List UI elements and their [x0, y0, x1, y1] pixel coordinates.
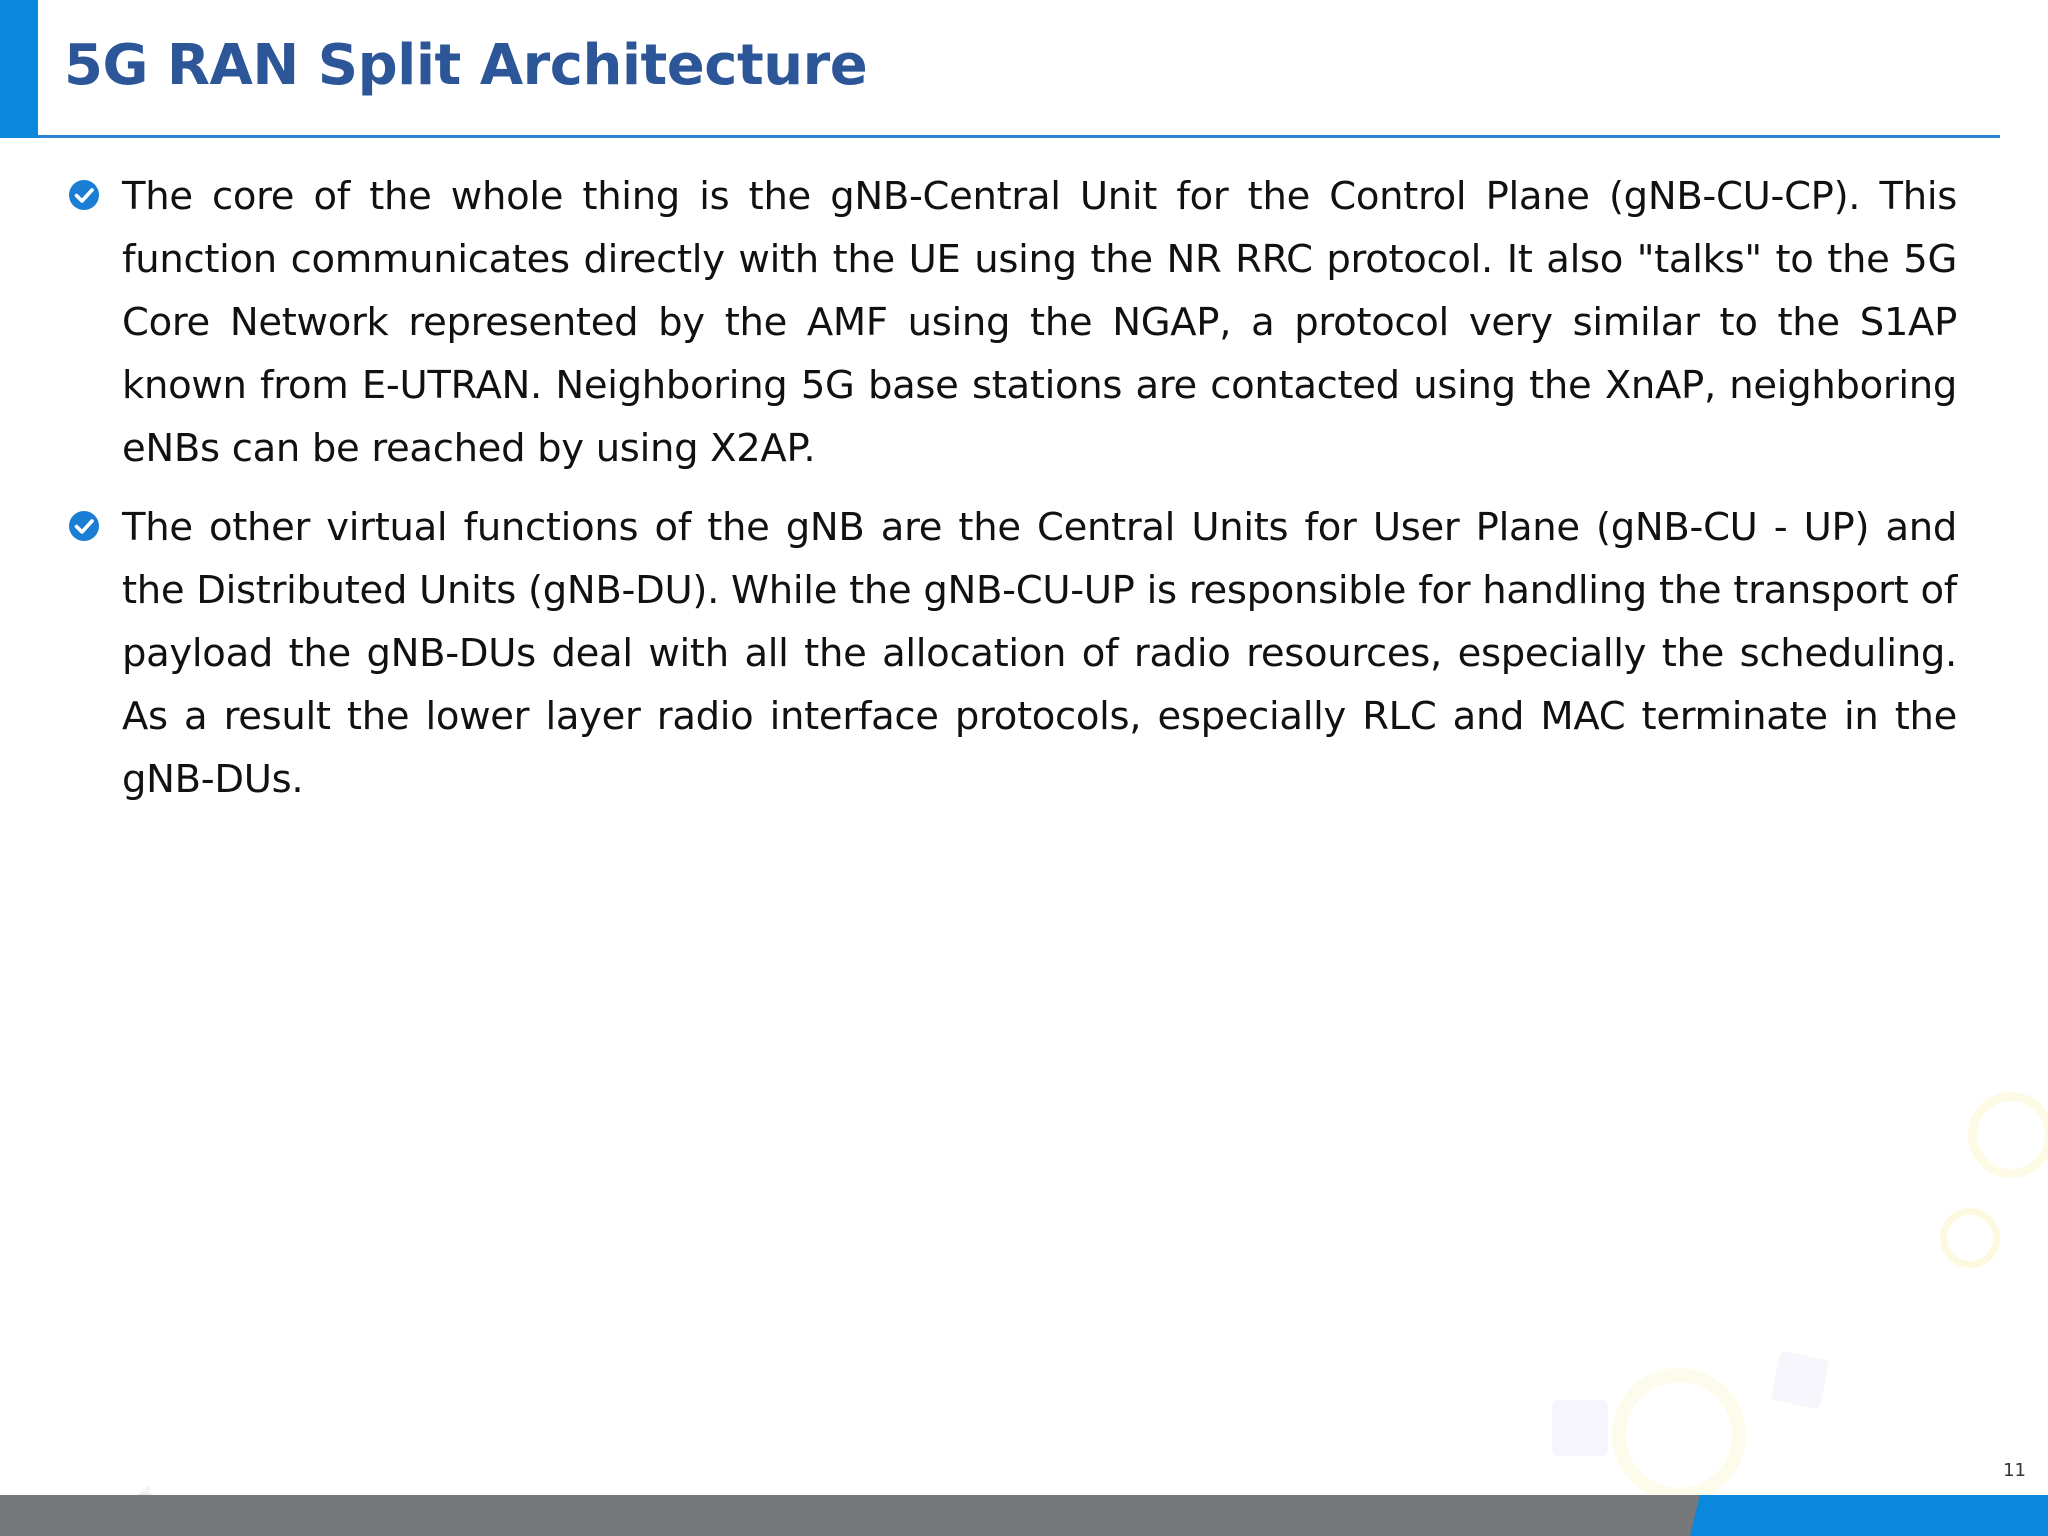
slide-content	[0, 165, 2048, 827]
decorative-square	[1770, 1350, 1829, 1409]
footer-accent-bar	[1690, 1495, 2048, 1536]
decorative-ring	[1968, 1092, 2048, 1178]
decorative-ring	[1940, 1208, 2000, 1268]
decorative-square	[1552, 1400, 1608, 1456]
bullet-text: The core of the whole thing is the gNB-Central Unit for the Control Plane (gNB-CU-CP). This function communicates directly with the UE using the NR RRC protocol. It also "talks" to the 5G Core Network represented by the AMF using the NGAP, a protocol very similar to the S1AP known from E-UTRAN. Neighboring 5G base stations are contacted using the XnAP, neighboring eNBs can be reached by using X2AP.	[122, 174, 1957, 471]
check-circle-icon	[68, 510, 100, 542]
decorative-ring	[1612, 1368, 1746, 1502]
bullet-text: The other virtual functions of the gNB are the Central Units for User Plane (gNB-CU - UP) and the Distributed Units (gNB-DU). While the gNB-CU-UP is responsible for handling the transport of payload the gNB-DUs deal with all the allocation of radio resources, especially the scheduling. As a result the lower layer radio interface protocols, especially RLC and MAC terminate in the gNB-DUs.	[122, 505, 1957, 802]
bullet-item	[0, 165, 2048, 480]
page-number: 11	[2003, 1460, 2026, 1481]
bullet-item	[0, 496, 2048, 811]
title-accent-bar	[0, 0, 38, 138]
title-divider	[38, 135, 2000, 138]
slide-title: 5G RAN Split Architecture	[64, 33, 868, 98]
check-circle-icon	[68, 179, 100, 211]
